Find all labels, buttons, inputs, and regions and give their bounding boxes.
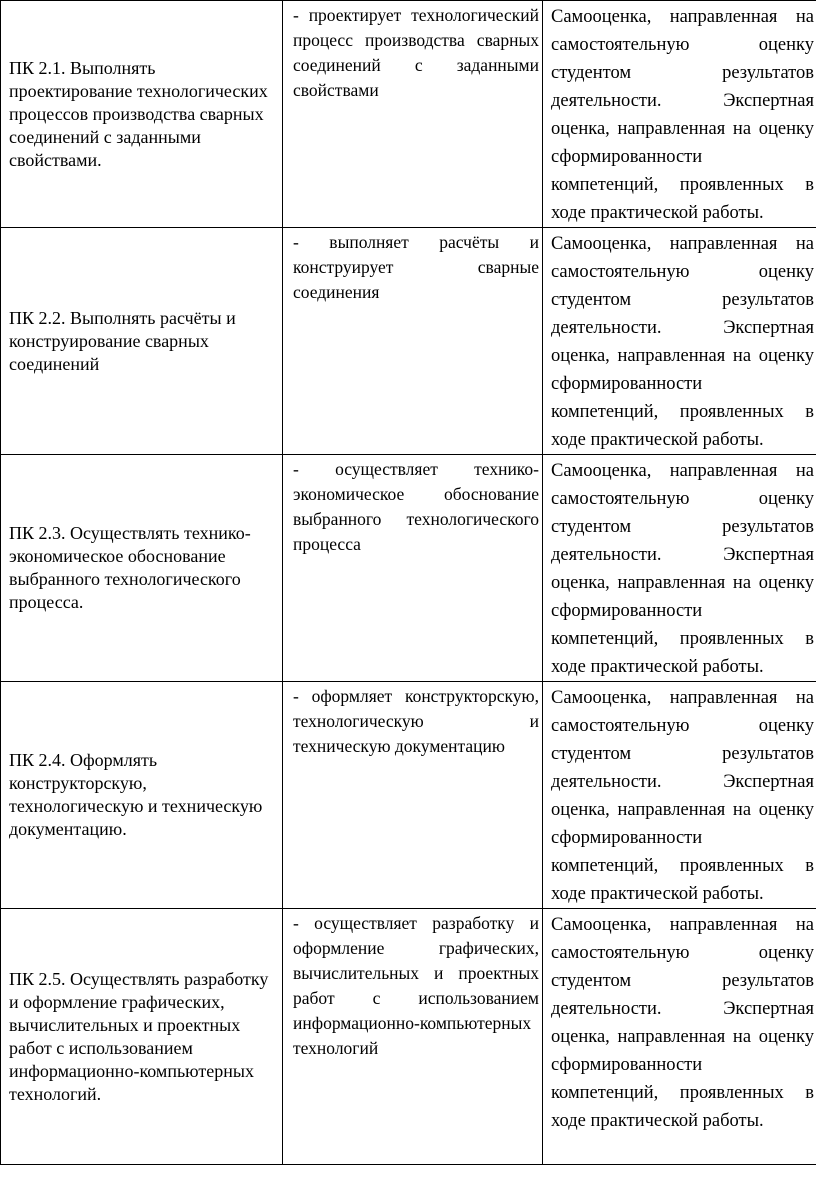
evaluation-cell: Самооценка, направленная на самостоятельную оценку студентом результатов деятельности. Экспертная оценка, направленная на оценку сформированности компетенций, проявленных в ходе практической работы. [543, 455, 816, 682]
evaluation-cell: Самооценка, направленная на самостоятельную оценку студентом результатов деятельности. Экспертная оценка, направленная на оценку сформированности компетенций, проявленных в ходе практической работы. [543, 682, 816, 909]
table-row [1, 455, 816, 682]
indicator-cell: - выполняет расчёты и конструирует сварные соединения [283, 228, 543, 455]
indicator-cell: - проектирует технологический процесс производства сварных соединений с заданными свойствами [283, 1, 543, 228]
evaluation-cell: Самооценка, направленная на самостоятельную оценку студентом результатов деятельности. Экспертная оценка, направленная на оценку сформированности компетенций, проявленных в ходе практической работы. [543, 228, 816, 455]
competency-cell: ПК 2.1. Выполнять проектирование технологических процессов производства сварных соединений с заданными свойствами. [1, 1, 283, 228]
competency-cell: ПК 2.3. Осуществлять технико-экономическое обоснование выбранного технологического процесса. [1, 455, 283, 682]
competency-cell: ПК 2.2. Выполнять расчёты и конструирование сварных соединений [1, 228, 283, 455]
table-row [1, 909, 816, 1165]
indicator-cell: - оформляет конструкторскую, технологическую и техническую документацию [283, 682, 543, 909]
indicator-cell: - осуществляет разработку и оформление графических, вычислительных и проектных работ с использованием информационно-компьютерных технологий [283, 909, 543, 1165]
indicator-cell: - осуществляет технико-экономическое обоснование выбранного технологического процесса [283, 455, 543, 682]
table-row [1, 682, 816, 909]
evaluation-cell: Самооценка, направленная на самостоятельную оценку студентом результатов деятельности. Экспертная оценка, направленная на оценку сформированности компетенций, проявленных в ходе практической работы. [543, 909, 816, 1165]
table-row [1, 228, 816, 455]
competency-cell: ПК 2.4. Оформлять конструкторскую, технологическую и техническую документацию. [1, 682, 283, 909]
evaluation-cell: Самооценка, направленная на самостоятельную оценку студентом результатов деятельности. Экспертная оценка, направленная на оценку сформированности компетенций, проявленных в ходе практической работы. [543, 1, 816, 228]
competency-cell: ПК 2.5. Осуществлять разработку и оформление графических, вычислительных и проектных работ с использованием информационно-компьютерных технологий. [1, 909, 283, 1165]
table-row [1, 1, 816, 228]
